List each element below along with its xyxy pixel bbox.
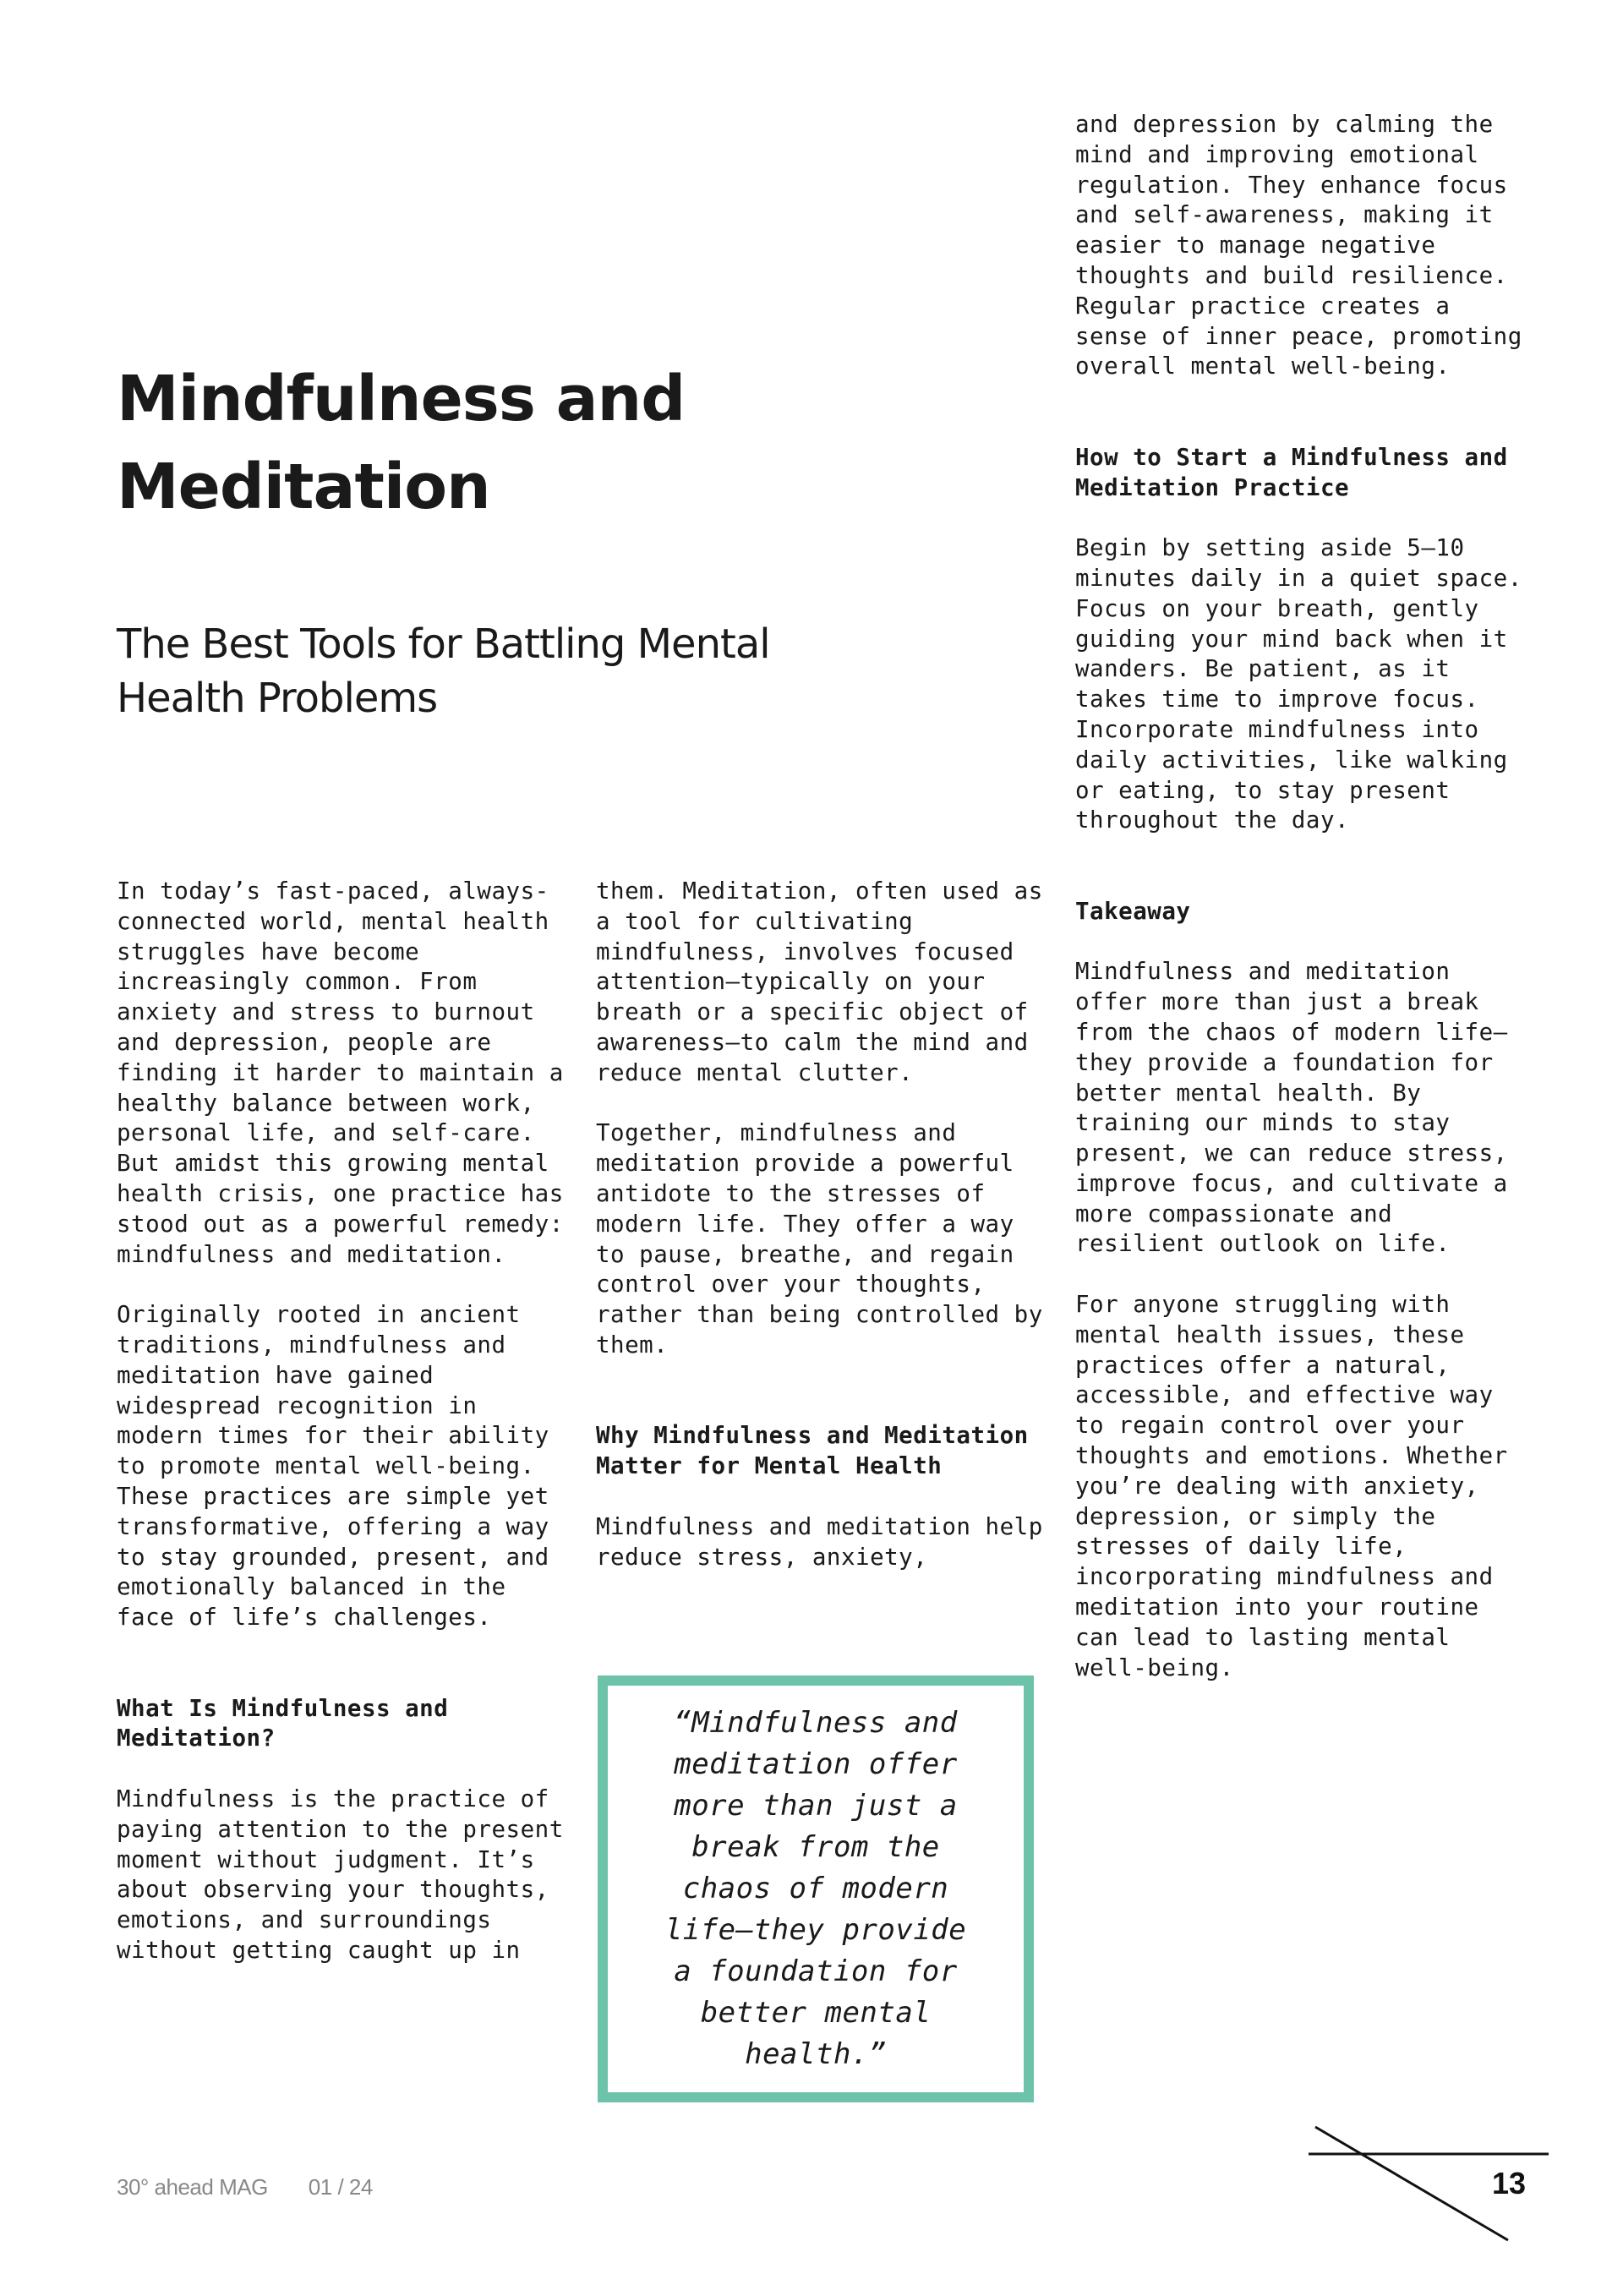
paragraph: them. Meditation, often used as a tool for cultivating mindfulness, involves focused attention—typically on your breath or a specific object of awareness—to calm the mind and reduce mental clutter. bbox=[596, 877, 1043, 1086]
footer-magazine-name: 30° ahead MAG bbox=[117, 2174, 268, 2200]
paragraph: Originally rooted in ancient traditions, mindfulness and meditation have gained widespread recognition in modern times for their ability to promote mental well-being. These practices are simple yet transformative, offering a way to stay grounded, present, and emotionally balanced in the face of life’s challenges. bbox=[117, 1301, 549, 1632]
body-column-3 bbox=[1075, 110, 1536, 1714]
paragraph: and depression by calming the mind and improving emotional regulation. They enhance focus and self-awareness, making it easier to manage negative thoughts and build resilience. Regular practice creates a sense of inner peace, promoting overall mental well-being. bbox=[1075, 111, 1522, 380]
paragraph: Begin by setting aside 5–10 minutes daily in a quiet space. Focus on your breath, gently guiding your mind back when it wanders. Be patient, as it takes time to improve focus. Incorporate mindfulness into daily activities, like walking or eating, to stay present throughout the day. bbox=[1075, 534, 1522, 834]
article-subtitle: The Best Tools for Battling Mental Health Problems bbox=[117, 620, 770, 722]
paragraph: For anyone struggling with mental health issues, these practices offer a natural, accessible, and effective way to regain control over your thoughts and emotions. Whether you’re dealing with anxiety, depression, or simply the stresses of daily life, incorporating mindfulness and meditation into your routine can lead to lasting mental well-being. bbox=[1075, 1291, 1508, 1681]
section-heading: How to Start a Mindfulness and Meditation Practice bbox=[1075, 443, 1508, 501]
paragraph: Mindfulness is the practice of paying attention to the present moment without judgment. It’s about observing your thoughts, emotions, and surroundings without getting caught up in bbox=[117, 1785, 564, 1964]
page-number: 13 bbox=[1491, 2166, 1526, 2200]
body-column-1 bbox=[117, 877, 573, 1996]
section-heading: What Is Mindfulness and Meditation? bbox=[117, 1694, 449, 1752]
body-column-2 bbox=[596, 877, 1052, 1603]
pull-quote-text: “Mindfulness and meditation offer more than just a break from the chaos of modern life—they provide a foundation for better mental health.” bbox=[664, 1706, 967, 2071]
pull-quote-box bbox=[598, 1676, 1034, 2102]
section-heading: Takeaway bbox=[1075, 897, 1191, 925]
paragraph: Mindfulness and meditation offer more than just a break from the chaos of modern life—they provide a foundation for better mental health. By training our minds to stay present, we can reduce stress, improve focus, and cultivate a more compassionate and resilient outlook on life. bbox=[1075, 958, 1508, 1258]
section-heading: Why Mindfulness and Meditation Matter for Mental Health bbox=[596, 1422, 1029, 1480]
article-title: Mindfulness and Meditation bbox=[117, 363, 686, 523]
paragraph: Together, mindfulness and meditation provide a powerful antidote to the stresses of modern life. They offer a way to pause, breathe, and regain control over your thoughts, rather than being controlled by them. bbox=[596, 1119, 1043, 1358]
paragraph: In today’s fast-paced, always-connected world, mental health struggles have become increasingly common. From anxiety and stress to burnout and depression, people are finding it harder to maintain a healthy balance between work, personal life, and self-care. But amidst this growing mental health crisis, one practice has stood out as a powerful remedy: mindfulness and meditation. bbox=[117, 877, 564, 1268]
footer-issue-number: 01 / 24 bbox=[308, 2174, 373, 2200]
footer-magazine-info bbox=[117, 2174, 373, 2200]
paragraph: Mindfulness and meditation help reduce stress, anxiety, bbox=[596, 1512, 1043, 1571]
